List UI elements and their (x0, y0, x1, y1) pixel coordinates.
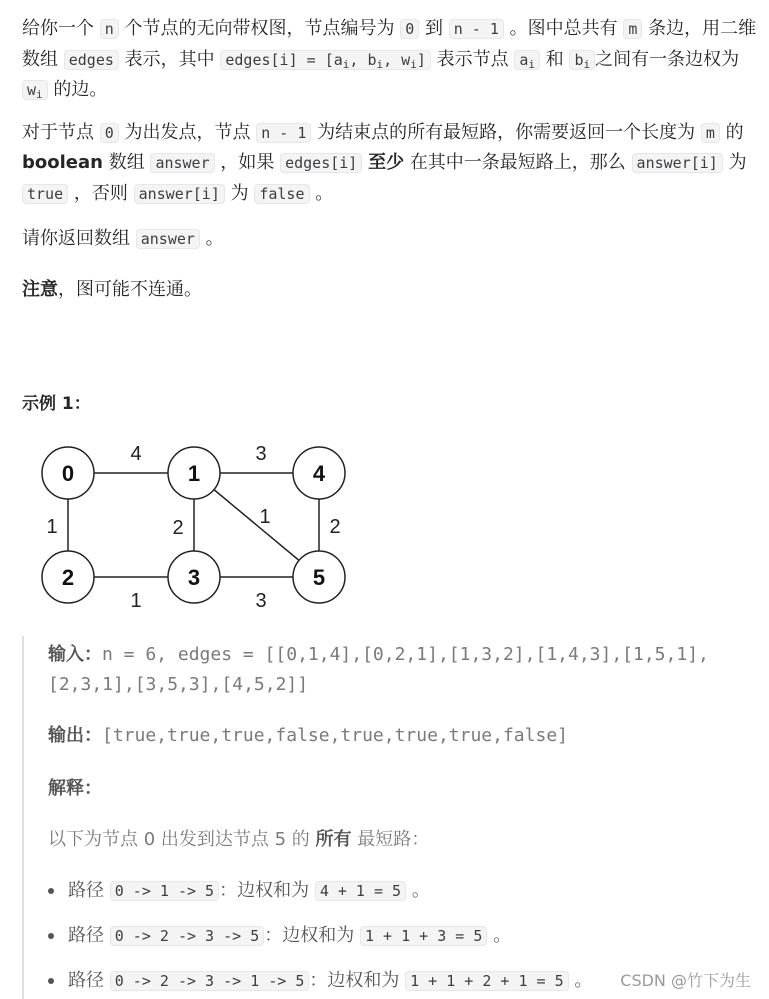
subscript: i (410, 57, 417, 71)
text: 。 (574, 970, 593, 991)
code-path: 0 -> 1 -> 5 (110, 881, 219, 901)
edge-weight-label: 2 (329, 516, 341, 538)
text: 表示节点 (436, 48, 509, 70)
code-n-minus-1: n - 1 (256, 123, 311, 143)
example-title: 示例 1： (22, 394, 91, 414)
example-graph (30, 434, 360, 614)
bold-text: 注意 (22, 279, 58, 301)
node-label: 3 (187, 565, 201, 590)
list-item (48, 876, 430, 902)
code-edge-def (220, 50, 431, 70)
text: 给你一个 (22, 18, 94, 39)
code-bi (569, 50, 595, 70)
text: 最短路： (357, 829, 430, 850)
subscript: i (376, 57, 384, 71)
bullet-icon (48, 888, 54, 894)
paragraph-intro (22, 14, 767, 106)
example-output (48, 721, 768, 747)
paragraph-note (22, 275, 767, 305)
code-true: true (22, 184, 68, 204)
text: 请你返回数组 (22, 227, 130, 249)
text: 路径 (68, 925, 104, 946)
bold-text: 至少 (368, 152, 405, 174)
edge-weight-label: 1 (130, 590, 142, 612)
code-part: , b (349, 50, 377, 69)
explain-label: 解释： (48, 778, 102, 799)
text: 以下为节点 0 出发到达节点 5 的 (48, 829, 310, 850)
text: 。 (205, 227, 224, 249)
text: ：边权和为 (219, 880, 310, 901)
text: 为 (230, 182, 249, 204)
text: ，如果 (220, 152, 275, 174)
subscript: i (36, 88, 43, 102)
text: 为结束点的所有最短路，你需要返回一个长度为 (317, 121, 696, 143)
text: 到 (425, 18, 443, 39)
text: 路径 (68, 970, 104, 991)
code-path: 0 -> 2 -> 3 -> 5 (110, 926, 265, 946)
bold-text: 所有 (315, 829, 352, 850)
paragraph-return (22, 224, 767, 255)
code-zero: 0 (100, 123, 119, 143)
text: 在其中一条最短路上，那么 (409, 152, 626, 174)
text: ：边权和为 (309, 970, 400, 991)
problem-description (22, 14, 767, 305)
edge-weight-label: 4 (130, 443, 142, 465)
text: 。图中总共有 (509, 18, 618, 39)
list-item (48, 921, 511, 947)
list-item (48, 966, 592, 992)
input-value: [2,3,1],[3,5,3],[4,5,2]] (48, 674, 309, 695)
example-explain-label (48, 774, 768, 800)
code-answer-i: answer[i] (632, 153, 723, 173)
code-false: false (254, 184, 309, 204)
edge-weight-label: 2 (172, 517, 184, 539)
text: ，图可能不连通。 (58, 279, 202, 301)
code-edges-i: edges[i] (280, 153, 362, 173)
output-label: 输出： (48, 725, 102, 746)
text: 和 (545, 48, 564, 70)
text: 的 (725, 121, 744, 143)
node-label: 4 (312, 461, 326, 486)
code-part: , w (383, 50, 411, 69)
subscript: i (528, 57, 535, 71)
bullet-icon (48, 978, 54, 984)
node-label: 0 (61, 461, 75, 486)
text: 个节点的无向带权图，节点编号为 (124, 18, 395, 39)
code-answer: answer (150, 153, 214, 173)
code-path: 0 -> 2 -> 3 -> 1 -> 5 (110, 971, 310, 991)
bold-text: boolean (22, 152, 103, 174)
subscript: i (342, 57, 350, 71)
code-part: a (519, 50, 529, 69)
code-ai (514, 50, 540, 70)
text: 条边，用二维数组 (22, 18, 757, 70)
text: ，否则 (73, 182, 128, 204)
edge-weight-label: 3 (255, 590, 267, 612)
text: 表示，其中 (124, 48, 215, 70)
example-explain-text (48, 825, 768, 851)
code-part: w (27, 81, 37, 100)
text: 路径 (68, 880, 104, 901)
code-part: edges[i] = [a (225, 50, 343, 69)
paragraph-task (22, 118, 767, 210)
code-answer: answer (136, 229, 200, 249)
edge-weight-label: 3 (255, 443, 267, 465)
code-wi (22, 80, 48, 100)
output-value: [true,true,true,false,true,true,true,false] (102, 725, 568, 746)
subscript: i (583, 57, 591, 71)
text: 之间有一条边权为 (595, 48, 740, 70)
text: 数组 (108, 152, 145, 174)
example-block (22, 636, 769, 999)
code-part: ] (416, 50, 426, 69)
bullet-icon (48, 933, 54, 939)
code-n: n (100, 19, 119, 39)
text: 对于节点 (22, 121, 94, 143)
code-m: m (701, 123, 720, 143)
edge-weight-label: 1 (46, 516, 58, 538)
code-sum: 1 + 1 + 2 + 1 = 5 (405, 971, 569, 991)
input-value: n = 6, edges = [[0,1,4],[0,2,1],[1,3,2],[1,4,3],[1,5,1], (102, 644, 709, 665)
code-n-minus-1: n - 1 (449, 19, 504, 39)
code-part: b (574, 50, 584, 69)
edge-weight-label: 1 (259, 506, 271, 528)
text: 。 (411, 880, 430, 901)
text: ：边权和为 (264, 925, 355, 946)
code-m: m (623, 19, 642, 39)
watermark: CSDN @竹下为生 (616, 968, 755, 991)
text: 的边。 (53, 79, 108, 101)
code-sum: 1 + 1 + 3 = 5 (360, 926, 487, 946)
code-zero: 0 (400, 19, 419, 39)
input-label: 输入： (48, 644, 102, 665)
text: 。 (493, 925, 512, 946)
node-label: 2 (61, 565, 75, 590)
text: 。 (315, 182, 334, 204)
code-answer-i: answer[i] (134, 184, 225, 204)
node-label: 5 (312, 565, 326, 590)
node-label: 1 (187, 461, 201, 486)
code-sum: 4 + 1 = 5 (315, 881, 406, 901)
text: 为出发点，节点 (124, 121, 251, 143)
code-edges: edges (64, 50, 119, 70)
text: 为 (728, 152, 747, 174)
example-input (48, 640, 768, 700)
